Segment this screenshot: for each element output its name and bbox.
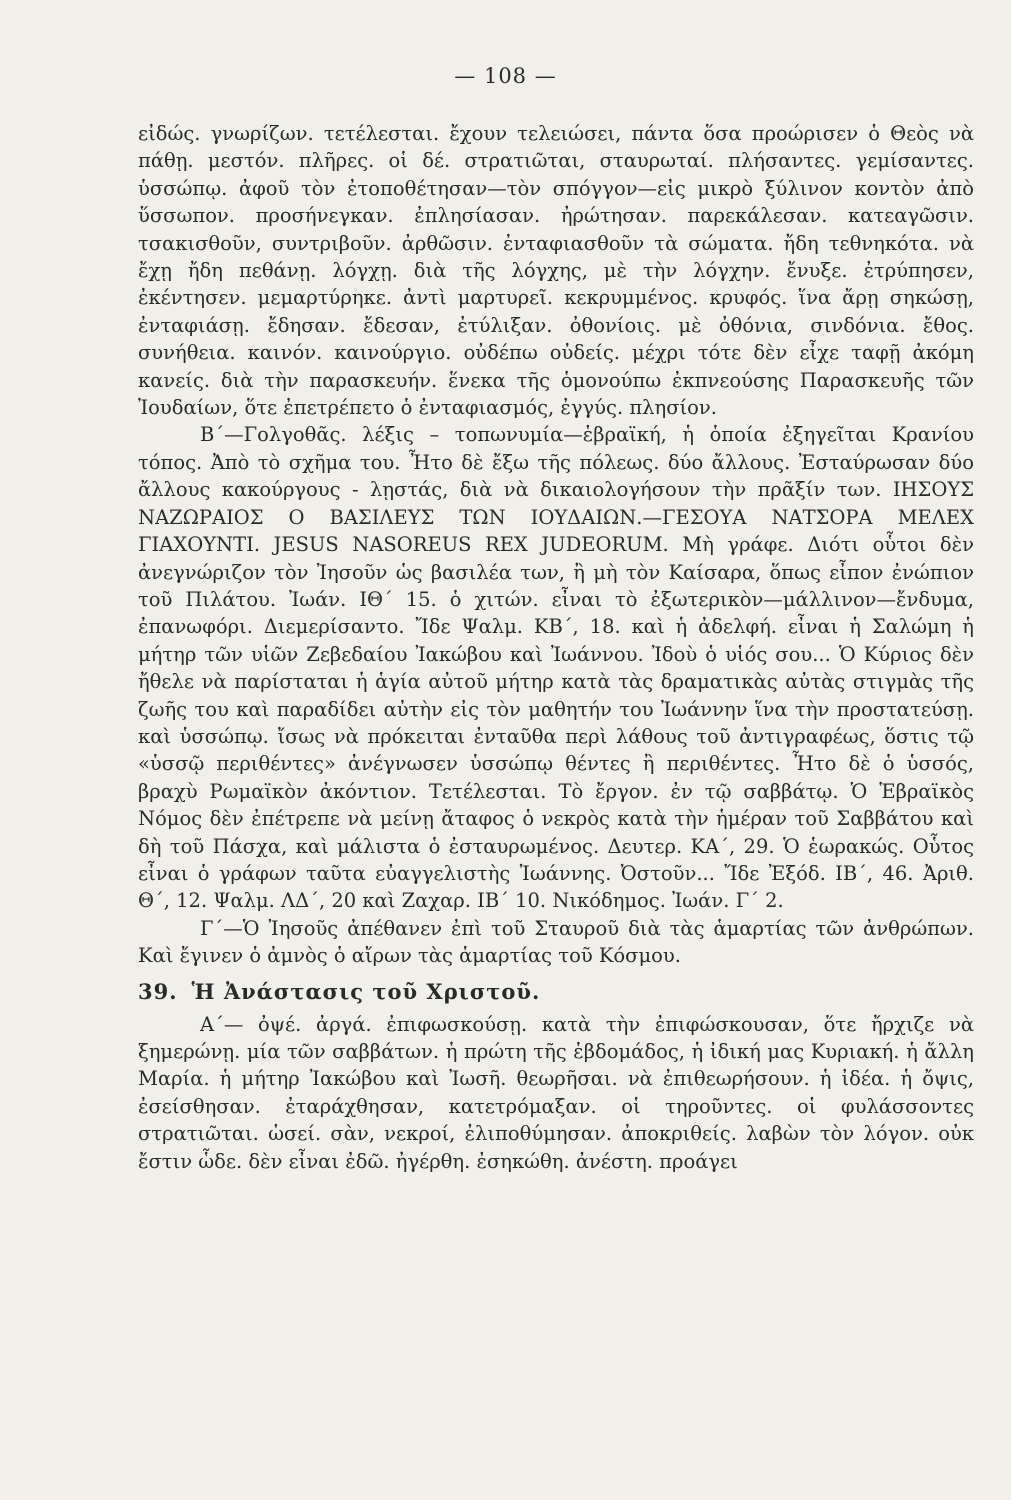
paragraph-section-39: Α΄— ὀψέ. ἀργά. ἐπιφωσκούσῃ. κατὰ τὴν ἐπιφώσκουσαν, ὅτε ἤρχιζε νὰ ξημερώνῃ. μία τῶν σαββάτων. ἡ πρώτη τῆς ἑβδομάδος, ἡ ἰδική μας Κυριακή. ἡ ἄλλη Μαρία. ἡ μήτηρ Ἰακώβου καὶ Ἰωσῆ. θεωρῆσαι. νὰ ἐπιθεωρήσουν. ἡ ἰδέα. ἡ ὄψις, ἐσείσθησαν. ἐταράχθησαν, κατετρόμαξαν. οἱ τηροῦντες. οἱ φυλάσσοντες στρατιῶται. ὡσεί. σὰν, νεκροί, ἐλιποθύμησαν. ἀποκριθείς. λαβὼν τὸν λόγον. οὐκ ἔστιν ὧδε. δὲν εἶναι ἐδῶ. ἠγέρθη. ἐσηκώθη. ἀνέστη. προάγει (138, 1012, 974, 1173)
paragraph-glossary-3: Γ΄—Ὁ Ἰησοῦς ἀπέθανεν ἐπὶ τοῦ Σταυροῦ διὰ τὰς ἁμαρτίας τῶν ἀνθρώπων. Καὶ ἔγινεν ὁ ἀμνὸς ὁ αἴρων τὰς ἁμαρτίας τοῦ Κόσμου. (138, 916, 974, 968)
section-heading (138, 977, 974, 1007)
paragraph-glossary-2: Β΄—Γολγοθᾶς. λέξις – τοπωνυμία—ἑβραϊκή, ἡ ὁποία ἐξηγεῖται Κρανίου τόπος. Ἀπὸ τὸ σχῆμα του. Ἦτο δὲ ἔξω τῆς πόλεως. δύο ἄλλους. Ἐσταύρωσαν δύο ἄλλους κακούργους - λῃστάς, διὰ νὰ δικαιολογήσουν τὴν πρᾶξίν των. ΙΗΣΟΥΣ ΝΑΖΩΡΑΙΟΣ Ο ΒΑΣΙΛΕΥΣ ΤΩΝ ΙΟΥΔΑΙΩΝ.—ΓΕΣΟΥΑ ΝΑΤΣΟΡΑ ΜΕΛΕΧ ΓΙΑΧΟΥΝΤΙ. JESUS NASOREUS REX JUDEORUM. Μὴ γράφε. Διότι οὗτοι δὲν ἀνεγνώριζον τὸν Ἰησοῦν ὡς βασιλέα των, ἢ μὴ τὸν Καίσαρα, ὅπως εἶπον ἐνώπιον τοῦ Πιλάτου. Ἰωάν. ΙΘ΄ 15. ὁ χιτών. εἶναι τὸ ἐξωτερικὸν—μάλλινον—ἔνδυμα, ἐπανωφόρι. Διεμερίσαντο. Ἴδε Ψαλμ. ΚΒ΄, 18. καὶ ἡ ἀδελφή. εἶναι ἡ Σαλώμη ἡ μήτηρ τῶν υἱῶν Ζεβεδαίου Ἰακώβου καὶ Ἰωάννου. Ἰδοὺ ὁ υἱός σου... Ὁ Κύριος δὲν ἤθελε νὰ παρίσταται ἡ ἁγία αὐτοῦ μήτηρ κατὰ τὰς δραματικὰς αὐτὰς στιγμὰς τῆς ζωῆς του καὶ παραδίδει αὐτὴν εἰς τὸν μαθητήν του Ἰωάννην ἵνα τὴν προστατεύσῃ. καὶ ὑσσώπῳ. ἴσως νὰ πρόκειται ἐνταῦθα περὶ λάθους τοῦ ἀντιγραφέως, ὅστις τῷ «ὑσσῷ περιθέντες» ἀνέγνωσεν ὑσσώπῳ θέντες ἢ περιθέντες. Ἦτο δὲ ὁ ὑσσός, βραχὺ Ρωμαϊκὸν ἀκόντιον. Τετέλεσται. Τὸ ἔργον. ἐν τῷ σαββάτῳ. Ὁ Ἑβραϊκὸς Νόμος δὲν ἐπέτρεπε νὰ μείνῃ ἄταφος ὁ νεκρὸς κατὰ τὴν ἡμέραν τοῦ Σαββάτου καὶ δὴ τοῦ Πάσχα, καὶ μάλιστα ὁ ἐσταυρωμένος. Δευτερ. ΚΑ΄, 29. Ὁ ἑωρακώς. Οὗτος εἶναι ὁ γράφων ταῦτα εὐαγγελιστὴς Ἰωάννης. Ὀστοῦν... Ἴδε Ἐξόδ. ΙΒ΄, 46. Ἀριθ. Θ΄, 12. Ψαλμ. ΛΔ΄, 20 καὶ Ζαχαρ. ΙΒ΄ 10. Νικόδημος. Ἰωάν. Γ΄ 2. (138, 423, 974, 913)
page-body (138, 120, 974, 1175)
page-number: — 108 — (454, 64, 557, 88)
section-title: Ἡ Ἀνάστασις τοῦ Χριστοῦ. (191, 978, 541, 1004)
section-number: 39. (138, 978, 178, 1004)
paragraph-glossary-1: εἰδώς. γνωρίζων. τετέλεσται. ἔχουν τελειώσει, πάντα ὅσα προώρισεν ὁ Θεὸς νὰ πάθῃ. μεστόν. πλῆρες. οἱ δέ. στρατιῶται, σταυρωταί. πλήσαντες. γεμίσαντες. ὑσσώπῳ. ἀφοῦ τὸν ἐτοποθέτησαν—τὸν σπόγγον—εἰς μικρὸ ξύλινον κοντὸν ἀπὸ ὕσσωπον. προσήνεγκαν. ἐπλησίασαν. ἠρώτησαν. παρεκάλεσαν. κατεαγῶσιν. τσακισθοῦν, συντριβοῦν. ἀρθῶσιν. ἐνταφιασθοῦν τὰ σώματα. ἤδη τεθνηκότα. νὰ ἔχῃ ἤδη πεθάνῃ. λόγχῃ. διὰ τῆς λόγχης, μὲ τὴν λόγχην. ἔνυξε. ἐτρύπησεν, ἐκέντησεν. μεμαρτύρηκε. ἀντὶ μαρτυρεῖ. κεκρυμμένος. κρυφός. ἵνα ἄρῃ σηκώσῃ, ἐνταφιάσῃ. ἔδησαν. ἔδεσαν, ἐτύλιξαν. ὀθονίοις. μὲ ὀθόνια, σινδόνια. ἔθος. συνήθεια. καινόν. καινούργιο. οὐδέπω οὐδείς. μέχρι τότε δὲν εἶχε ταφῇ ἀκόμη κανείς. διὰ τὴν παρασκευήν. ἕνεκα τῆς ὁμονούπω ἐκπνεούσης Παρασκευῆς τῶν Ἰουδαίων, ὅτε ἐπετρέπετο ὁ ἐνταφιασμός, ἐγγύς. πλησίον. (138, 122, 974, 420)
